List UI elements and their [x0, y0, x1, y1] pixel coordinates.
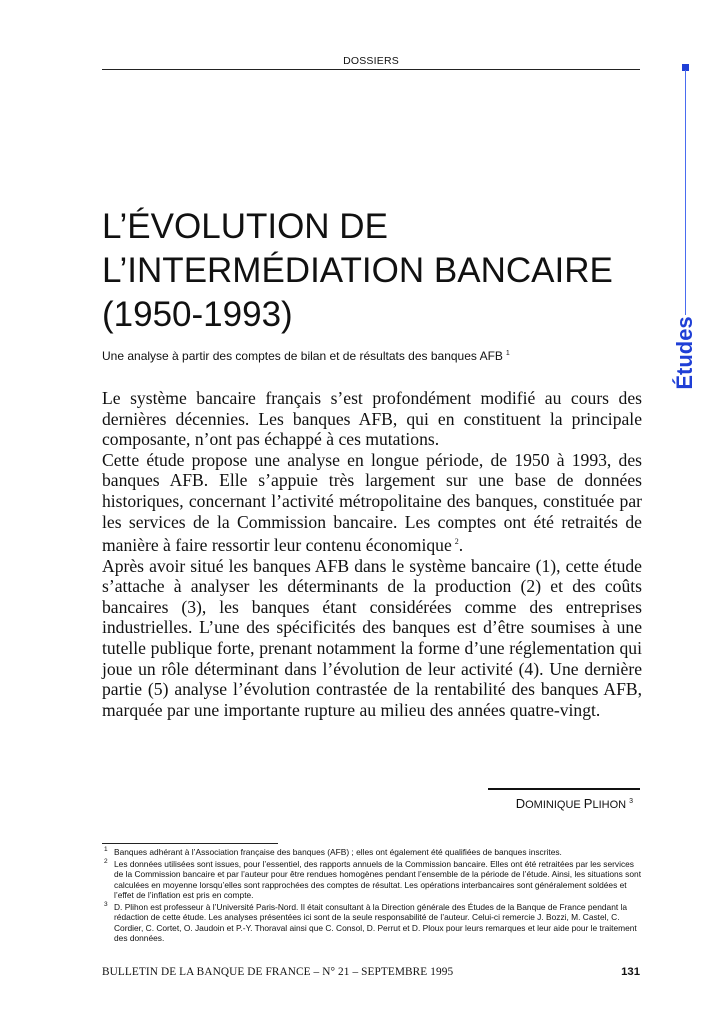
- title-line-2: L’INTERMÉDIATION BANCAIRE: [102, 251, 613, 290]
- footnote-rule: [102, 843, 278, 844]
- footnote-3-text: D. Plihon est professeur à l’Université Paris-Nord. Il était consultant à la Direction générale des Études de la Banque de France pendant la rédaction de cette étude. Les analyses présentées ici sont de la seule responsabilité de l’auteur. Celui-ci remercie J. Bozzi, M. Castel, C. Cordier, C. Cortet, O. Jaudoin et P.-Y. Thoraval ainsi que C. Consol, D. Perrut et D. Ploux pour leurs remarques et leur aide pour le traitement des données.: [114, 901, 637, 943]
- footnote-3: 3 D. Plihon est professeur à l’Université Paris-Nord. Il était consultant à la Direction générale des Études de la Banque de France pendant la rédaction de cette étude. Les analyses présentées ici sont de la seule responsabilité de l’auteur. Celui-ci remercie J. Bozzi, M. Castel, C. Cordier, C. Cortet, O. Jaudoin et P.-Y. Thoraval ainsi que C. Consol, D. Perrut et D. Ploux pour leurs remarques et leur aide pour le traitement des données.: [104, 900, 637, 943]
- sidebar-tab: [644, 312, 724, 394]
- paragraph-3: Après avoir situé les banques AFB dans le système bancaire (1), cette étude s’attache à analyser les déterminants de la production (2) et des coûts bancaires (3), les banques étant considérées comme des entreprises industrielles. L’une des spécificités des banques est d’être soumises à une tutelle publique forte, prenant notamment la forme d’une réglementation qui joue un rôle déterminant dans l’évolution de leur activité (4). Une dernière partie (5) analyse l’évolution contrastée de la rentabilité des banques AFB, marquée par une importante rupture au milieu des années quatre-vingt.: [102, 555, 642, 720]
- intro-body: [102, 388, 642, 720]
- footnote-2: 2 Les données utilisées sont issues, pour l’essentiel, des rapports annuels de la Commission bancaire. Elles ont été retraitées par les services de la Commission bancaire et par l’auteur pour être rendues homogènes pendant l’ensemble de la période de l’étude. Ainsi, les situations sont calculées en moyenne lorsqu’elles sont rapprochées des comptes de résultat. Les opérations interbancaires sont généralement soldées et l’effet de l’inflation est pris en compte.: [104, 857, 642, 900]
- footnote-ref-1[interactable]: 1: [505, 350, 510, 357]
- footnote-ref-3[interactable]: 3: [629, 798, 633, 806]
- page-title: [102, 205, 642, 337]
- title-line-1: L’ÉVOLUTION DE: [102, 207, 388, 246]
- footer-publication: BULLETIN DE LA BANQUE DE FRANCE – N° 21 – SEPTEMBRE 1995: [102, 966, 454, 978]
- paragraph-2-text: Cette étude propose une analyse en longue période, de 1950 à 1993, des banques AFB. Elle s’appuie très largement sur une base de données historiques, concernant l’activité métropolitaine des banques, constituée par les services de la Commission bancaire. Les comptes ont été retraités de manière à faire ressortir leur contenu économique: [102, 449, 642, 556]
- header-rule: [102, 69, 640, 70]
- footnote-2-text: Les données utilisées sont issues, pour l’essentiel, des rapports annuels de la Commission bancaire. Elles ont été retraitées par les services de la Commission bancaire et par l’auteur pour être rendues homogènes pendant l’ensemble de la période de l’étude. Ainsi, les situations sont calculées en moyenne lorsqu’elles sont rapprochées des comptes de résultat. Les opérations interbancaires sont généralement soldées et l’effet de l’inflation est pris en compte.: [114, 858, 642, 900]
- subtitle-text: Une analyse à partir des comptes de bilan et de résultats des banques AFB: [102, 349, 503, 363]
- sidebar-line: [685, 70, 686, 315]
- title-line-3: (1950-1993): [102, 295, 293, 334]
- footnotes: [102, 847, 642, 945]
- paragraph-2: [102, 450, 642, 556]
- sidebar-tab-label: Études: [672, 316, 697, 390]
- subtitle: [102, 346, 642, 364]
- footnote-ref-2[interactable]: 2: [454, 537, 459, 547]
- paragraph-2-end: .: [458, 535, 464, 556]
- author-rule: [488, 788, 640, 790]
- author-name: DOMINIQUE PLIHON $^3$: [515, 796, 633, 811]
- page-number: 131: [621, 966, 640, 978]
- footnote-1-text: Banques adhérant à l’Association française des banques (AFB) ; elles ont également été qualifiées de banques inscrites.: [114, 847, 562, 857]
- footnote-1: 1 Banques adhérant à l’Association française des banques (AFB) ; elles ont également été qualifiées de banques inscrites.: [104, 846, 562, 857]
- section-header: DOSSIERS: [343, 55, 399, 67]
- paragraph-1: Le système bancaire français s’est profondément modifié au cours des dernières décennies. Les banques AFB, qui en constituent la principale composante, n’ont pas échappé à ces mutations.: [102, 388, 642, 450]
